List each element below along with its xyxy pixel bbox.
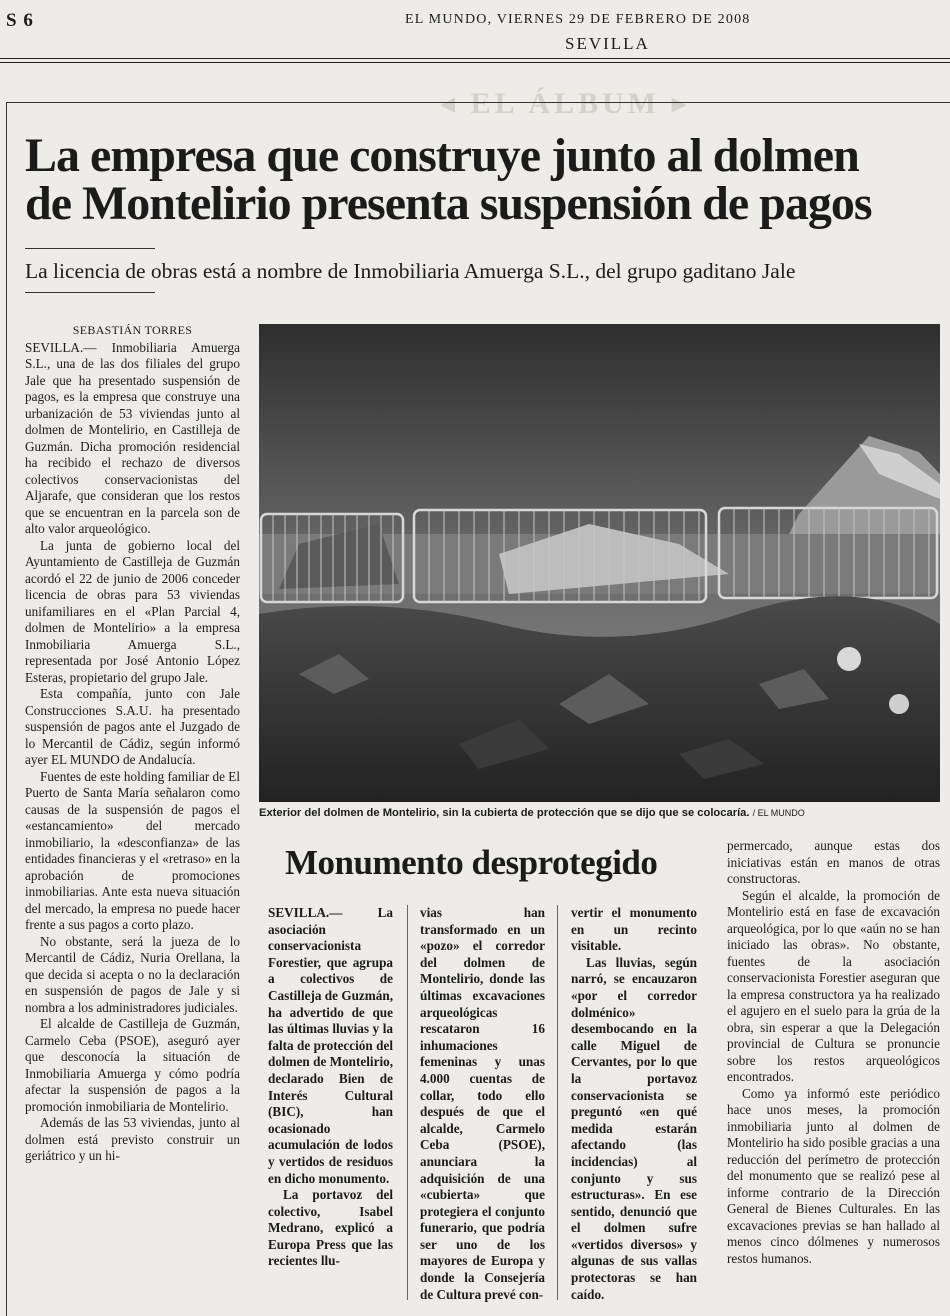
section-name: SEVILLA [565,34,650,53]
column-rule [557,905,558,1300]
subtitle-rule-top [25,248,155,249]
caption-text: Exterior del dolmen de Montelirio, sin la cubierta de protección que se dijo que se colocaría. [259,807,750,819]
photo-illustration [259,324,940,802]
paragraph: Esta compañía, junto con Jale Construcciones S.A.U. ha presentado suspensión de pagos ante el Juzgado de lo Mercantil de Cádiz, según informó ayer EL MUNDO de Andalucía. [25,686,240,767]
paragraph: vias han transformado en un «pozo» el corredor del dolmen de Montelirio, donde las últimas excavaciones arqueológicas rescataron 16 inhumaciones femeninas y unas 4.000 cuentas de collar, todo ello después de que el alcalde, Carmelo Ceba (PSOE), anunciara la adquisición de una «cubierta» que protegiera el conjunto funerario, que podría ser uno de los mayores de Europa y donde la Consejería de Cultura prevé con- [420,905,545,1302]
headline-line-1: La empresa que construye junto al dolmen [25,129,859,182]
paragraph: SEVILLA.— Inmobiliaria Amuerga S.L., una de las dos filiales del grupo Jale que ha presentado suspensión de pagos, es la empresa que construye una urbanización de 53 viviendas junto al dolmen de Montelirio, en Castilleja de Guzmán. Dicha promoción residencial ha recibido el rechazo de diversos colectivos conservacionistas del Aljarafe, que consideran que los restos que se encuentran en la parcela son de alto valor arqueológico. [25,339,240,536]
column-rule [407,905,408,1300]
paragraph: La portavoz del colectivo, Isabel Medrano, explicó a Europa Press que las recientes llu- [268,1187,393,1269]
paragraph: Según el alcalde, la promoción de Montelirio está en fase de excavación arqueológica, por lo que «aún no se han iniciado las obras». No obstante, fuentes de la asociación conservacionista Forestier aseguran que la empresa constructora ya ha realizado el agujero en el suelo para la grúa de la obra, sin esperar a que la Delegación provincial de Cultura se pronuncie sobre los restos arqueológicos encontrados. [727,887,940,1084]
paragraph: Fuentes de este holding familiar de El Puerto de Santa María señalaron como causas de la suspensión de pagos el «estancamiento» del mercado inmobiliario, la «desconfianza» de las entidades financieras y el «retraso» en la aprobación de promociones inmobiliarias. Ante esta nueva situación del mercado, la empresa no puede hacer frente a sus pagos a corto plazo. [25,768,240,932]
sidebar-column-3 [571,905,697,1303]
paragraph: vertir el monumento en un recinto visitable. [571,905,697,954]
headline [25,129,945,230]
sidebar-column-1 [268,905,393,1270]
article-column-1 [25,322,240,1165]
caption-credit: / EL MUNDO [752,808,805,818]
paragraph: SEVILLA.— La asociación conservacionista Forestier, que agrupa a colectivos de Castilleja de Guzmán, ha advertido de que las últimas lluvias y la falta de protección del dolmen de Montelirio, declarado Bien de Interés Cultural (BIC), han ocasionado acumulación de lodos y vertidos de residuos en dicho monumento. [268,905,393,1186]
article-column-5 [727,838,940,1267]
headline-line-2: de Montelirio presenta suspensión de pagos [25,177,872,230]
paragraph: Las lluvias, según narró, se encauzaron «por el corredor dolménico» desembocando en la calle Miguel de Cervantes, por lo que la portavoz conservacionista se preguntó «en qué medida estarán afectando (las incidencias) al conjunto y sus estructuras». En ese sentido, denunció que el dolmen sufre «vertidos diversos» y algunas de sus vallas protectoras se han caído. [571,954,697,1302]
subtitle-rule-bottom [25,292,155,293]
paragraph: permercado, aunque estas dos iniciativas están en manos de otras constructoras. [727,838,940,886]
paragraph: No obstante, será la jueza de lo Mercantil de Cádiz, Nuria Orellana, la que decida si acepta o no la declaración en suspensión de pagos de Jale y si nombra a los administradores judiciales. [25,933,240,1015]
paragraph: Como ya informó este periódico hace unos meses, la promoción inmobiliaria junto al dolmen de Montelirio ha sido posible gracias a una reducción del perímetro de protección del monumento que se realizó pese al informe contrario de la Dirección General de Bienes Culturales. En las excavaciones previas se han hallado al menos cinco dólmenes y numerosos restos humanos. [727,1085,940,1266]
byline: SEBASTIÁN TORRES [72,323,193,337]
paragraph: Además de las 53 viviendas, junto al dolmen está previsto construir un geriátrico y un hi- [25,1115,240,1163]
paragraph: La junta de gobierno local del Ayuntamiento de Castilleja de Guzmán acordó el 22 de junio de 2006 conceder licencia de obras para 53 viviendas unifamiliares en el «Plan Parcial 4, dolmen de Montelirio» a la empresa Inmobiliaria Amuerga S.L., representada por José Antonio López Esteras, propietario del grupo Jale. [25,537,240,685]
paragraph: El alcalde de Castilleja de Guzmán, Carmelo Ceba (PSOE), aseguró ayer que desconocía la situación de Inmobiliaria Amuerga y cómo podría afectar la suspensión de pagos a la promoción inmobiliaria de Montelirio. [25,1016,240,1114]
subtitle: La licencia de obras está a nombre de Inmobiliaria Amuerga S.L., del grupo gaditano Jale [25,259,796,283]
page-number: S 6 [6,10,34,31]
photo-caption [259,807,939,819]
dateline: EL MUNDO, VIERNES 29 DE FEBRERO DE 2008 [405,12,751,27]
header-rule [0,58,950,59]
dolmen-photo [259,324,940,802]
header-rule-thin [0,62,950,63]
album-ghost-text: ◂ EL ÁLBUM ▸ [440,87,691,120]
sidebar-column-2 [420,905,545,1303]
sidebar-title: Monumento desprotegido [285,843,658,882]
